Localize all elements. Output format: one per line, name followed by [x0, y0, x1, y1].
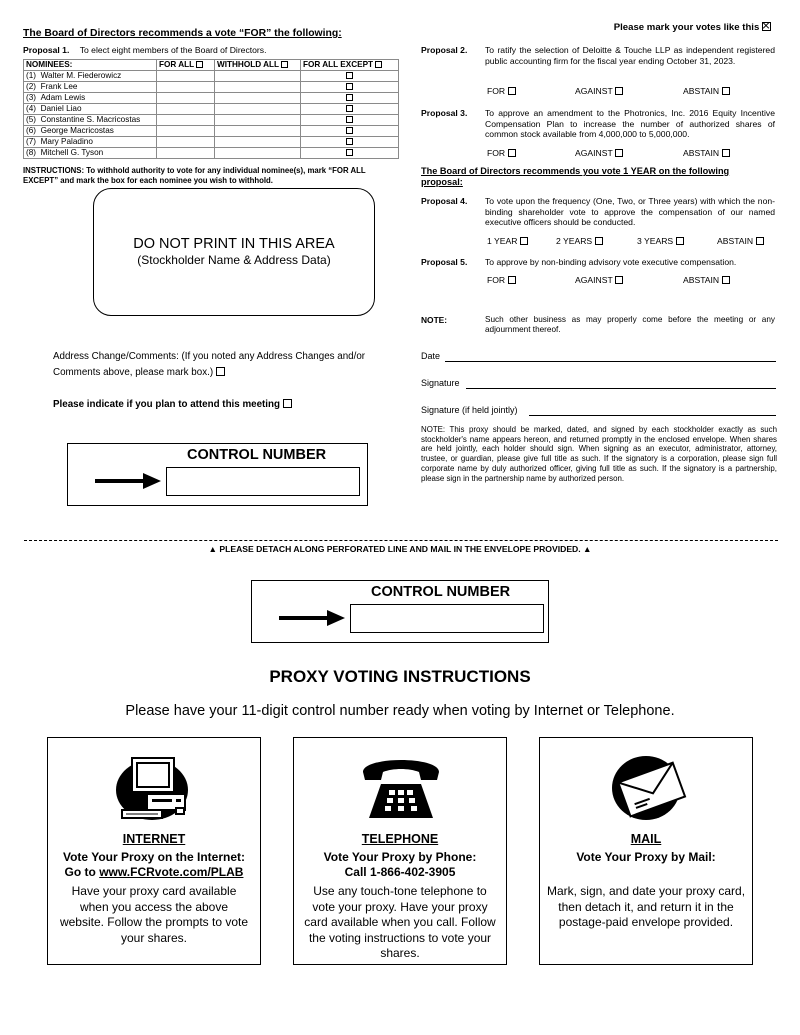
nominee-except-checkbox[interactable]: [346, 116, 353, 123]
vote-against: [575, 86, 623, 96]
empty-cell: [157, 115, 215, 126]
except-cell: [301, 126, 399, 137]
nominee-except-checkbox[interactable]: [346, 138, 353, 145]
vote-against-checkbox[interactable]: [615, 149, 623, 157]
vote-for-label: FOR: [487, 86, 506, 96]
attend-meeting-text: Please indicate if you plan to attend this meeting: [53, 399, 281, 410]
control-number-field[interactable]: [166, 467, 360, 496]
except-cell: [301, 115, 399, 126]
proxy-title: PROXY VOTING INSTRUCTIONS: [269, 667, 531, 686]
signature-field[interactable]: [466, 388, 776, 389]
vote-abstain: [683, 86, 730, 96]
empty-cell: [215, 104, 301, 115]
telephone-title: TELEPHONE: [361, 832, 439, 846]
proposal1-text: To elect eight members of the Board of Directors.: [79, 45, 267, 55]
address-change: [53, 349, 389, 381]
proposal3-votes: [487, 148, 777, 160]
header-for-all-label: FOR ALL: [159, 60, 195, 69]
header-for-all-except-label: FOR ALL EXCEPT: [303, 60, 374, 69]
vote-against-label: AGAINST: [575, 148, 613, 158]
proposal1-label: Proposal 1.: [23, 45, 70, 55]
for-all-checkbox[interactable]: [196, 61, 203, 68]
vote-3-years-checkbox[interactable]: [676, 237, 684, 245]
vote-2-years-checkbox[interactable]: [595, 237, 603, 245]
nominee-name: Mitchell G. Tyson: [40, 148, 104, 157]
mail-line1: Vote Your Proxy by Mail:: [576, 850, 716, 864]
nominee-row: [24, 82, 399, 93]
attend-meeting: [53, 399, 292, 410]
telephone-line2: Call 1-866-402-3905: [344, 865, 456, 879]
nominee-num: (3): [26, 93, 37, 102]
internet-body: Have your proxy card available when you access the above website. Follow the prompts to vote your shares.: [59, 884, 249, 945]
proposal3-label: Proposal 3.: [421, 108, 468, 118]
telephone-body: Use any touch-tone telephone to vote your proxy. Have your proxy card available when you call. Follow the voting instructions to vote your shares.: [304, 884, 496, 960]
except-cell: [301, 148, 399, 159]
proposal5-votes: [487, 275, 777, 287]
nominee-num: (7): [26, 137, 37, 146]
empty-cell: [215, 93, 301, 104]
empty-cell: [157, 148, 215, 159]
nominee-row: [24, 104, 399, 115]
nominee-row: [24, 93, 399, 104]
vote-abstain-label: ABSTAIN: [683, 148, 720, 158]
signing-note: NOTE: This proxy should be marked, dated, and signed by each stockholder exactly as such stockholder's name appears hereon, and returned promptly in the enclosed envelope. When shares are held jointly, each holder should sign. When signing as an executor, administrator, attorney, trustee, or guardian, please give full title as such. If the signatory is a corporation, please sign full corporate name by duly authorized officer, giving full title as such. If the signatory is a partnership, please sign in the partnership name by authorized person.: [421, 425, 777, 483]
header-for-all: [157, 60, 215, 71]
note1: [421, 315, 775, 335]
proposal2-votes: [487, 86, 777, 98]
proposal4: [421, 196, 775, 228]
except-cell: [301, 93, 399, 104]
mark-votes-instruction: [614, 22, 771, 33]
nominee-num: (8): [26, 148, 37, 157]
except-cell: [301, 104, 399, 115]
header-for-all-except: [301, 60, 399, 71]
proposal4-label: Proposal 4.: [421, 196, 468, 206]
board-recommend-1year: The Board of Directors recommends you vote 1 YEAR on the following proposal:: [421, 166, 730, 187]
address-change-checkbox[interactable]: [216, 367, 225, 376]
arrow-right-icon: [279, 609, 347, 627]
empty-cell: [215, 82, 301, 93]
except-cell: [301, 82, 399, 93]
vote-for-label: FOR: [487, 275, 506, 285]
up-triangle-icon: ▲: [583, 544, 592, 554]
empty-cell: [215, 126, 301, 137]
mail-envelope-icon: [606, 748, 690, 824]
empty-cell: [157, 104, 215, 115]
empty-cell: [157, 137, 215, 148]
mark-votes-text: Please mark your votes like this: [613, 22, 760, 33]
proposal5-text: To approve by non-binding advisory vote executive compensation.: [485, 257, 737, 267]
internet-go-to: Go to: [64, 865, 100, 879]
empty-cell: [215, 71, 301, 82]
nominee-cell: [24, 115, 157, 126]
vote-for-checkbox[interactable]: [508, 149, 516, 157]
vote-against-label: AGAINST: [575, 275, 613, 285]
empty-cell: [157, 93, 215, 104]
nominee-name: Daniel Liao: [40, 104, 82, 113]
proposal5: [421, 257, 775, 268]
vote-2-years-label: 2 YEARS: [556, 236, 593, 246]
proposal3: [421, 108, 775, 140]
empty-cell: [157, 71, 215, 82]
vote-abstain-checkbox[interactable]: [722, 276, 730, 284]
control-number-field[interactable]: [350, 604, 544, 633]
address-change-text: Address Change/Comments: (If you noted any Address Changes and/or Comments above, please mark box.): [53, 351, 366, 378]
arrow-right-icon: [95, 472, 163, 490]
vote-abstain-label: ABSTAIN: [683, 275, 720, 285]
nominee-except-checkbox[interactable]: [346, 127, 353, 134]
nominee-name: Mary Paladino: [40, 137, 93, 146]
header-withhold-all: [215, 60, 301, 71]
proposal2: [421, 45, 775, 66]
vote-1-year-checkbox[interactable]: [520, 237, 528, 245]
note1-label: NOTE:: [421, 315, 448, 325]
attend-meeting-checkbox[interactable]: [283, 399, 292, 408]
mail-body: Mark, sign, and date your proxy card, then detach it, and return it in the postage-paid envelope provided.: [546, 884, 746, 929]
withhold-all-checkbox[interactable]: [281, 61, 288, 68]
nominee-cell: [24, 148, 157, 159]
vote-for: [487, 275, 516, 285]
signature-joint-field[interactable]: [529, 415, 776, 416]
nominee-except-checkbox[interactable]: [346, 105, 353, 112]
do-not-print-line1: DO NOT PRINT IN THIS AREA: [133, 236, 335, 252]
nominee-table: [23, 59, 399, 159]
nominee-num: (2): [26, 82, 37, 91]
vote-against-checkbox[interactable]: [615, 87, 623, 95]
nominee-name: Frank Lee: [40, 82, 78, 91]
board-recommend-for: The Board of Directors recommends a vote “FOR” the following:: [23, 28, 342, 39]
telephone-icon: [357, 750, 445, 822]
internet-line2: [48, 865, 260, 880]
empty-cell: [215, 137, 301, 148]
nominee-row: [24, 137, 399, 148]
nominee-num: (4): [26, 104, 37, 113]
empty-cell: [157, 82, 215, 93]
nominee-cell: [24, 137, 157, 148]
except-cell: [301, 137, 399, 148]
vote-against: [575, 275, 623, 285]
except-cell: [301, 71, 399, 82]
proposal2-text: To ratify the selection of Deloitte & Touche LLP as independent registered public accounting firm for the fiscal year ending October 31, 2023.: [485, 45, 775, 66]
detach-text: PLEASE DETACH ALONG PERFORATED LINE AND MAIL IN THE ENVELOPE PROVIDED.: [219, 544, 581, 554]
proposal1-header: [23, 45, 266, 56]
control-number-box-bottom: [251, 580, 549, 643]
nominee-row: [24, 126, 399, 137]
vote-against-checkbox[interactable]: [615, 276, 623, 284]
date-label: Date: [421, 351, 441, 361]
vote-abstain-checkbox[interactable]: [722, 87, 730, 95]
nominee-name: George Macricostas: [40, 126, 114, 135]
proposal3-text: To approve an amendment to the Photronics, Inc. 2016 Equity Incentive Compensation Plan to increase the number of authorized shares of common stock available from 4,000,000 to 5,000,000.: [485, 108, 775, 139]
nominee-cell: [24, 71, 157, 82]
vote-abstain: [683, 275, 730, 285]
telephone-panel: [293, 737, 507, 965]
vote-abstain-checkbox[interactable]: [722, 149, 730, 157]
vote-for-checkbox[interactable]: [508, 87, 516, 95]
nominee-name: Constantine S. Macricostas: [40, 115, 141, 124]
internet-panel: [47, 737, 261, 965]
proposal4-text: To vote upon the frequency (One, Two, or Three years) with which the non-binding shareholder vote to approve the compensation of our named executive officers should be conducted.: [485, 196, 775, 227]
vote-against-label: AGAINST: [575, 86, 613, 96]
internet-url-link[interactable]: www.FCRvote.com/PLAB: [99, 865, 244, 879]
nominee-table-header: [24, 60, 399, 71]
nominee-num: (6): [26, 126, 37, 135]
telephone-line1: Vote Your Proxy by Phone:: [323, 850, 477, 864]
nominee-num: (5): [26, 115, 37, 124]
vote-1-year-label: 1 YEAR: [487, 236, 518, 246]
nominee-cell: [24, 93, 157, 104]
vote-abstain-label: ABSTAIN: [717, 236, 754, 246]
mail-title: MAIL: [630, 832, 662, 846]
note1-text: Such other business as may properly come before the meeting or any adjournment thereof.: [485, 315, 775, 334]
nominee-cell: [24, 82, 157, 93]
nominee-except-checkbox[interactable]: [346, 94, 353, 101]
up-triangle-icon: ▲: [208, 544, 217, 554]
vote-for-label: FOR: [487, 148, 506, 158]
nominee-name: Walter M. Fiederowicz: [40, 71, 122, 80]
nominee-row: [24, 71, 399, 82]
withhold-instructions: INSTRUCTIONS: To withhold authority to vote for any individual nominee(s), mark “FOR ALL EXCEPT” and mark the box for each nominee you wish to withhold.: [23, 166, 366, 185]
mail-panel: [539, 737, 753, 965]
detach-instruction: [0, 544, 800, 554]
internet-line1: Vote Your Proxy on the Internet:: [62, 850, 246, 864]
vote-for: [487, 86, 516, 96]
control-number-label: CONTROL NUMBER: [187, 447, 327, 463]
nominee-row: [24, 148, 399, 159]
empty-cell: [157, 126, 215, 137]
vote-for: [487, 148, 516, 158]
do-not-print-area: [93, 188, 375, 316]
perforated-line: [24, 540, 778, 541]
nominee-cell: [24, 126, 157, 137]
checked-box-icon: [762, 22, 771, 31]
header-withhold-all-label: WITHHOLD ALL: [217, 60, 279, 69]
vote-1-year: [487, 236, 528, 246]
nominee-num: (1): [26, 71, 37, 80]
computer-icon: [114, 752, 198, 824]
vote-for-checkbox[interactable]: [508, 276, 516, 284]
for-all-except-checkbox[interactable]: [375, 61, 382, 68]
vote-abstain-label: ABSTAIN: [683, 86, 720, 96]
vote-abstain-checkbox[interactable]: [756, 237, 764, 245]
vote-abstain: [717, 236, 764, 246]
date-field[interactable]: [445, 361, 776, 362]
vote-against: [575, 148, 623, 158]
vote-3-years: [637, 236, 684, 246]
proposal2-label: Proposal 2.: [421, 45, 468, 55]
empty-cell: [215, 148, 301, 159]
header-nominees: NOMINEES:: [24, 60, 157, 71]
proposal5-label: Proposal 5.: [421, 257, 468, 267]
nominee-except-checkbox[interactable]: [346, 83, 353, 90]
vote-3-years-label: 3 YEARS: [637, 236, 674, 246]
do-not-print-line2: (Stockholder Name & Address Data): [137, 253, 331, 267]
nominee-except-checkbox[interactable]: [346, 72, 353, 79]
internet-title: INTERNET: [122, 832, 186, 846]
signature-joint-label: Signature (if held jointly): [421, 405, 518, 415]
vote-2-years: [556, 236, 603, 246]
vote-abstain: [683, 148, 730, 158]
nominee-row: [24, 115, 399, 126]
proposal4-votes: [487, 236, 777, 248]
nominee-name: Adam Lewis: [40, 93, 86, 102]
nominee-cell: [24, 104, 157, 115]
signature-label: Signature: [421, 378, 460, 388]
proxy-subtitle: Please have your 11-digit control number ready when voting by Internet or Telephone.: [125, 703, 675, 719]
control-number-label: CONTROL NUMBER: [371, 584, 511, 600]
empty-cell: [215, 115, 301, 126]
nominee-except-checkbox[interactable]: [346, 149, 353, 156]
control-number-box-top: [67, 443, 368, 506]
